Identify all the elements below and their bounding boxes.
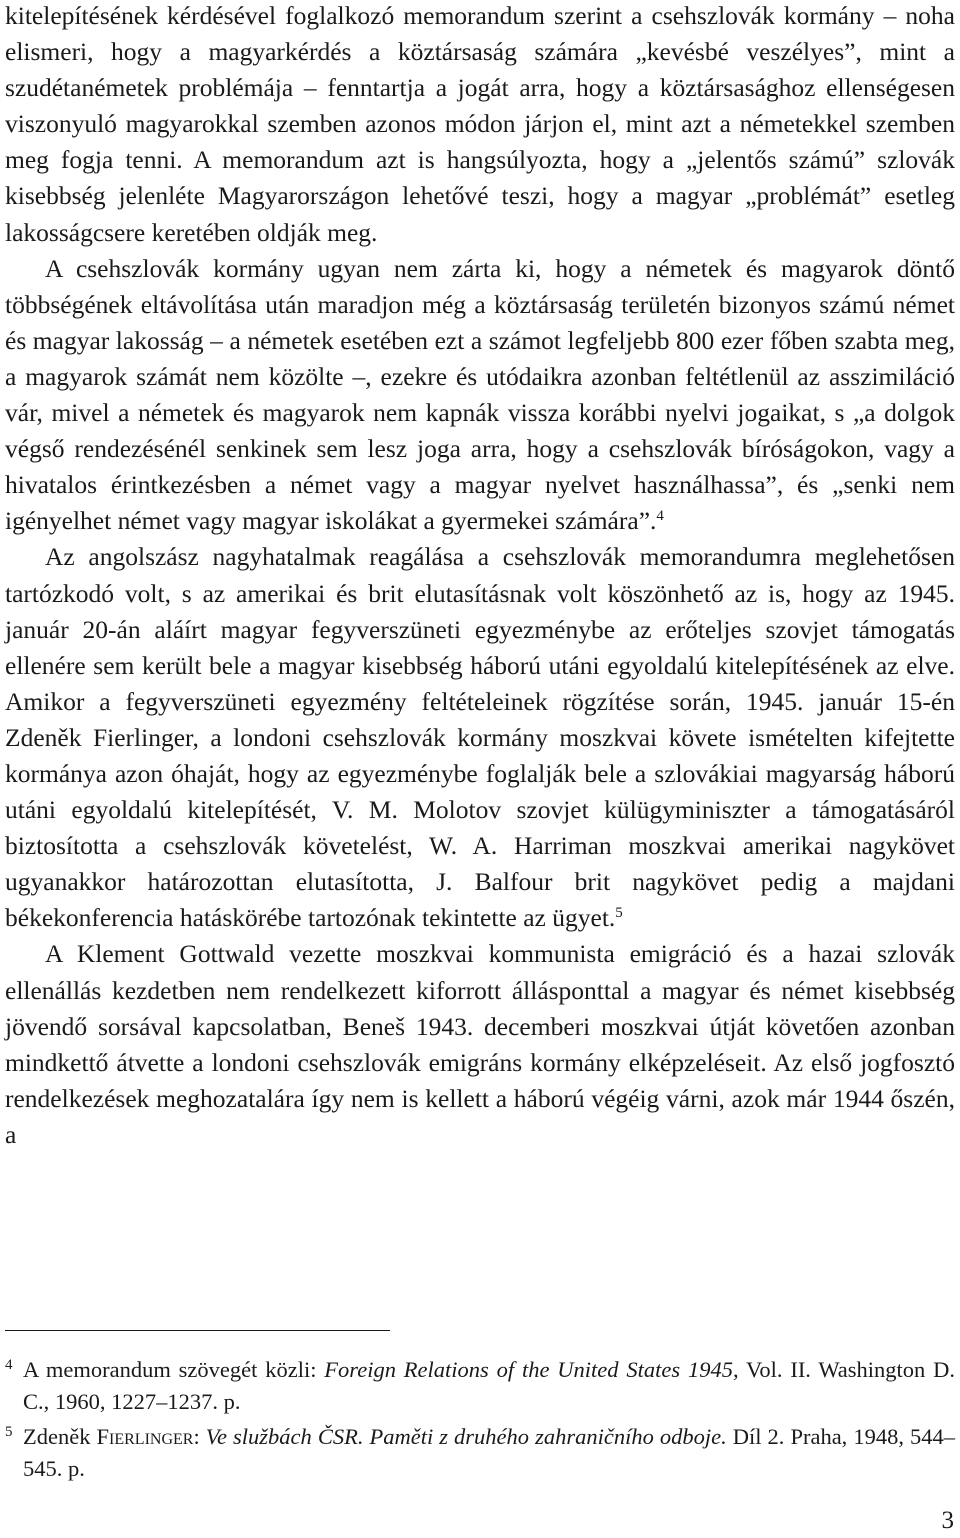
- footnote-text-tail: , Vol. II. Washington D. C., 1960, 1227–1237. p.: [23, 1357, 956, 1414]
- paragraph-3-text: Az angolszász nagyhatalmak reagálása a csehszlovák memorandumra meglehetősen tartózkodó volt, s az amerikai és brit elutasításnak volt köszönhető az is, hogy az 1945. január 20-án aláírt magyar fegyverszüneti egyezménybe az erőteljes szovjet támogatás ellenére sem került bele a magyar kisebbség háború utáni egyoldalú kitelepítésének az elve. Amikor a fegyverszüneti egyezmény feltételeinek rögzítése során, 1945. január 15-én Zdeněk Fierlinger, a londoni csehszlovák kormány moszkvai követe ismételten kifejtette kormánya azon óhaját, hogy az egyezménybe foglalják bele a szlovákiai magyarság háború utáni egyoldalú kitelepítését, V. M. Molotov szovjet külügyminiszter a támogatásáról biztosította a csehszlovák követelést, W. A. Harriman moszkvai amerikai nagykövet ugyanakkor határozottan elutasította, J. Balfour brit nagykövet pedig a majdani békekonferencia hatáskörébe tartozónak tekintette az ügyet.: [5, 542, 955, 933]
- footnote-ref-5[interactable]: 5: [615, 905, 623, 922]
- footnote-5: [5, 1421, 955, 1485]
- main-text: [5, 0, 955, 1153]
- paragraph-1-text: kitelepítésének kérdésével foglalkozó memorandum szerint a csehszlovák kormány – noha elismeri, hogy a magyarkérdés a köztársaság számára „kevésbé veszélyes”, mint a szudétanémetek problémája – fenntartja a jogát arra, hogy a köztársasághoz ellenségesen viszonyuló magyarokkal szemben azonos módon járjon el, mint azt a németekkel szemben meg fogja tenni. A memorandum azt is hangsúlyozta, hogy a „jelentős számú” szlovák kisebbség jelenléte Magyarországon lehetővé teszi, hogy a magyar „problémát” esetleg lakosságcsere keretében oldják meg.: [5, 1, 955, 247]
- paragraph-3: [5, 539, 955, 936]
- paragraph-4: [5, 936, 955, 1153]
- paragraph-4-text: A Klement Gottwald vezette moszkvai kommunista emigráció és a hazai szlovák ellenállás kezdetben nem rendelkezett kiforrott állásponttal a magyar és német kisebbség jövendő sorsával kapcsolatban, Beneš 1943. decemberi moszkvai útját követően azonban mindkettő átvette a londoni csehszlovák emigráns kormány elképzeléseit. Az első jogfosztó rendelkezések meghozatalára így nem is kellett a háború végéig várni, azok már 1944 őszén, a: [5, 939, 955, 1149]
- footnote-text-tail: Díl 2. Praha, 1948, 544–545. p.: [23, 1424, 955, 1481]
- footnote-text: Zdeněk: [23, 1424, 97, 1449]
- footnote-source-title: Foreign Relations of the United States 1945: [324, 1357, 733, 1382]
- footnotes: [5, 1354, 955, 1488]
- page-number: 3: [941, 1507, 954, 1534]
- footnote-author: Fierlinger: [96, 1424, 194, 1449]
- footnote-number: 4: [5, 1357, 13, 1373]
- footnote-source-title: Ve službách ČSR. Paměti z druhého zahraničního odboje.: [205, 1424, 727, 1449]
- footnote-separator-text: :: [193, 1424, 206, 1449]
- footnote-4: [5, 1354, 955, 1418]
- paragraph-2-text: A csehszlovák kormány ugyan nem zárta ki, hogy a németek és magyarok döntő többségének eltávolítása után maradjon még a köztársaság területén bizonyos számú német és magyar lakosság – a németek esetében ezt a számot legfeljebb 800 ezer főben szabta meg, a magyarok számát nem közölte –, ezekre és utódaikra azonban feltétlenül az asszimiláció vár, mivel a németek és magyarok nem kapnák vissza korábbi nyelvi jogaikat, s „a dolgok végső rendezésénél senkinek sem lesz joga arra, hogy a csehszlovák bíróságokon, vagy a hivatalos érintkezésben a német vagy a magyar nyelvet használhassa”, és „senki nem igényelhet német vagy magyar iskolákat a gyermekei számára”.: [5, 253, 955, 536]
- footnote-separator: [5, 1330, 390, 1331]
- footnote-ref-4[interactable]: 4: [656, 508, 664, 525]
- footnote-number: 5: [5, 1424, 13, 1440]
- footnote-text: A memorandum szövegét közli:: [23, 1357, 325, 1382]
- paragraph-1: [5, 0, 955, 251]
- paragraph-2: [5, 251, 955, 540]
